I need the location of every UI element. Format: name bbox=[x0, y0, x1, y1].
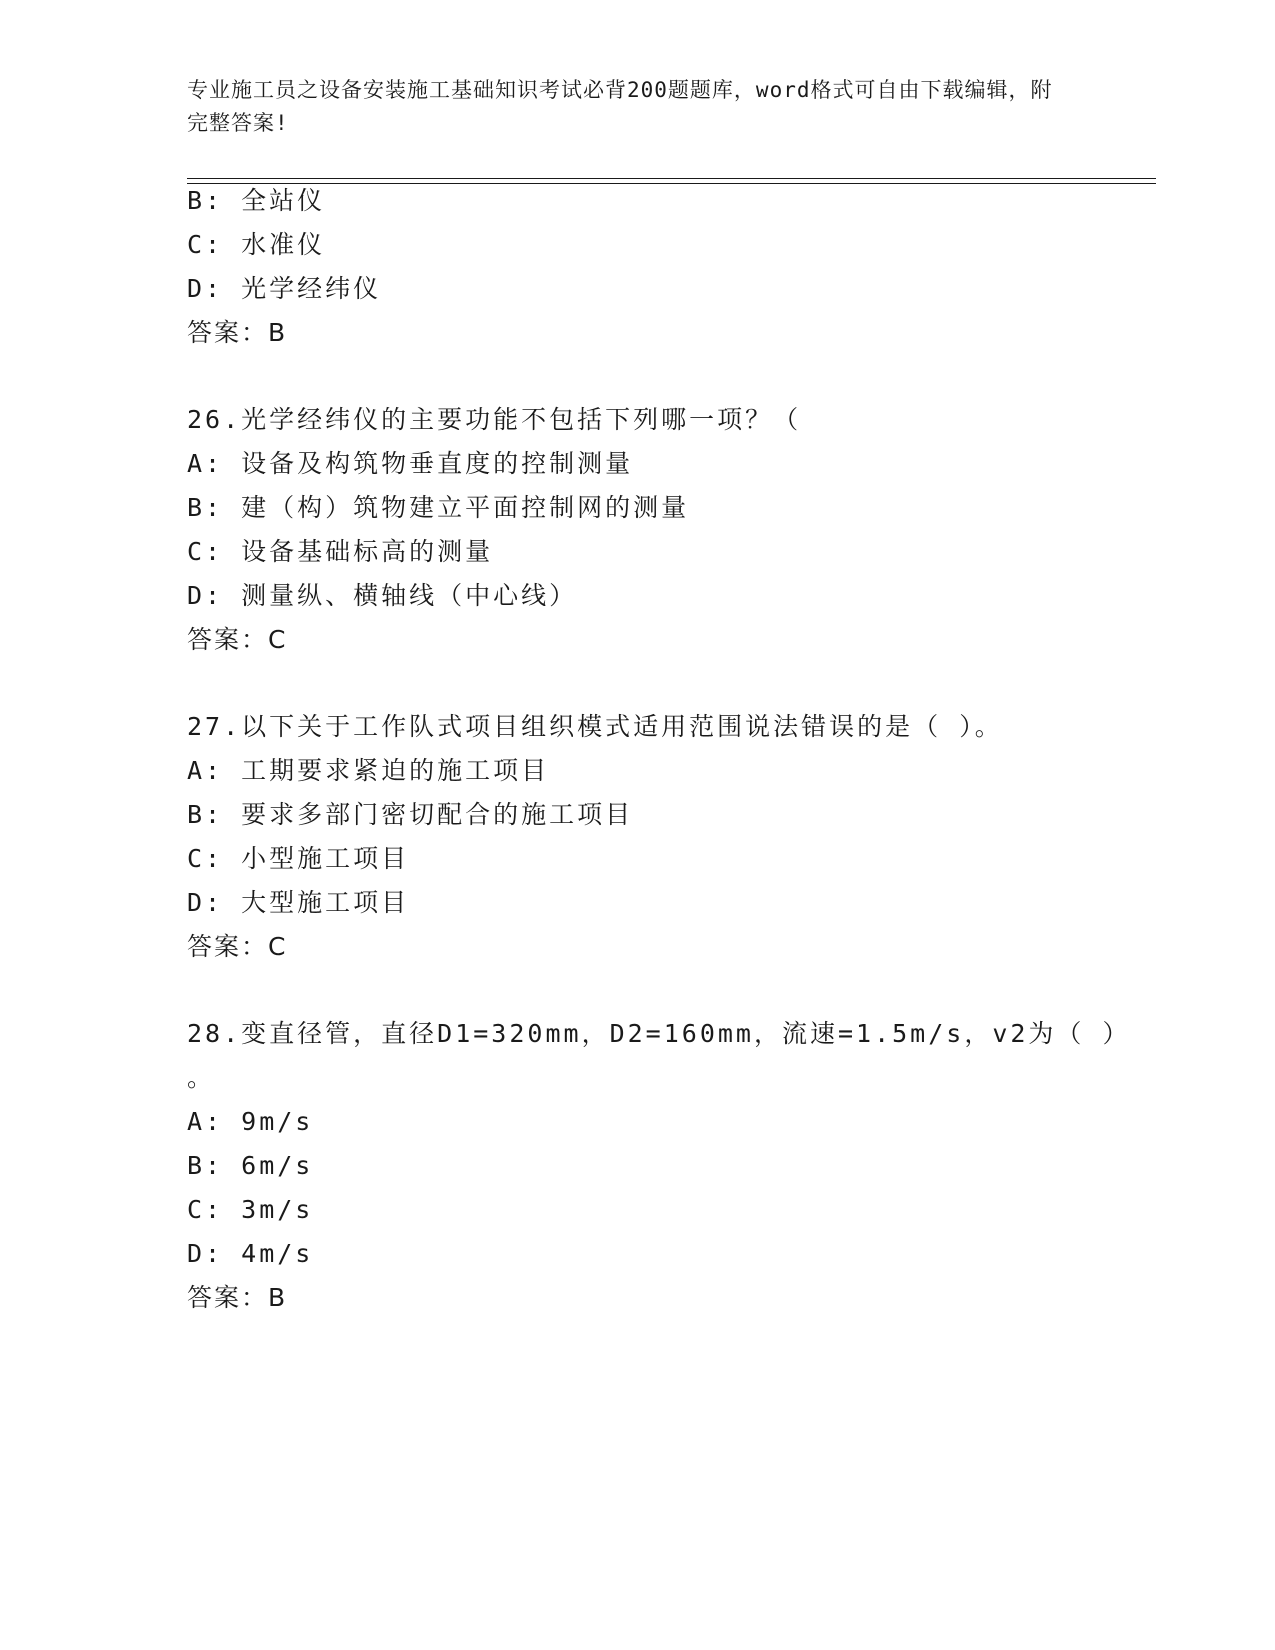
question-stem: 26.光学经纬仪的主要功能不包括下列哪一项？（ bbox=[187, 405, 802, 434]
answer-label: 答案：C bbox=[187, 625, 288, 654]
option-a: A: 9m/s bbox=[187, 1107, 314, 1136]
option-b: B: 全站仪 bbox=[187, 186, 326, 215]
header-divider-bottom bbox=[187, 183, 1156, 184]
option-c: C: 设备基础标高的测量 bbox=[187, 537, 494, 566]
option-d: D: 光学经纬仪 bbox=[187, 274, 382, 303]
option-c: C: 水准仪 bbox=[187, 230, 326, 259]
question-stem: 27.以下关于工作队式项目组织模式适用范围说法错误的是（ ）。 bbox=[187, 712, 1003, 741]
answer-label: 答案：B bbox=[187, 318, 288, 347]
option-c: C: 3m/s bbox=[187, 1195, 314, 1224]
option-d: D: 测量纵、横轴线（中心线） bbox=[187, 581, 578, 610]
option-a: A: 工期要求紧迫的施工项目 bbox=[187, 756, 550, 785]
option-b: B: 6m/s bbox=[187, 1151, 314, 1180]
answer-label: 答案：C bbox=[187, 932, 288, 961]
question-stem: 28.变直径管，直径D1=320mm，D2=160mm，流速=1.5m/s，v2为（ ） bbox=[187, 1019, 1131, 1048]
option-d: D: 大型施工项目 bbox=[187, 888, 410, 917]
option-c: C: 小型施工项目 bbox=[187, 844, 410, 873]
header-divider-top bbox=[187, 178, 1156, 179]
answer-label: 答案：B bbox=[187, 1283, 288, 1312]
option-b: B: 建（构）筑物建立平面控制网的测量 bbox=[187, 493, 690, 522]
option-b: B: 要求多部门密切配合的施工项目 bbox=[187, 800, 634, 829]
document-header: 专业施工员之设备安装施工基础知识考试必背200题题库，word格式可自由下载编辑，附完整答案! bbox=[187, 78, 1053, 135]
question-stem-continuation: 。 bbox=[187, 1063, 216, 1092]
option-a: A: 设备及构筑物垂直度的控制测量 bbox=[187, 449, 634, 478]
option-d: D: 4m/s bbox=[187, 1239, 314, 1268]
